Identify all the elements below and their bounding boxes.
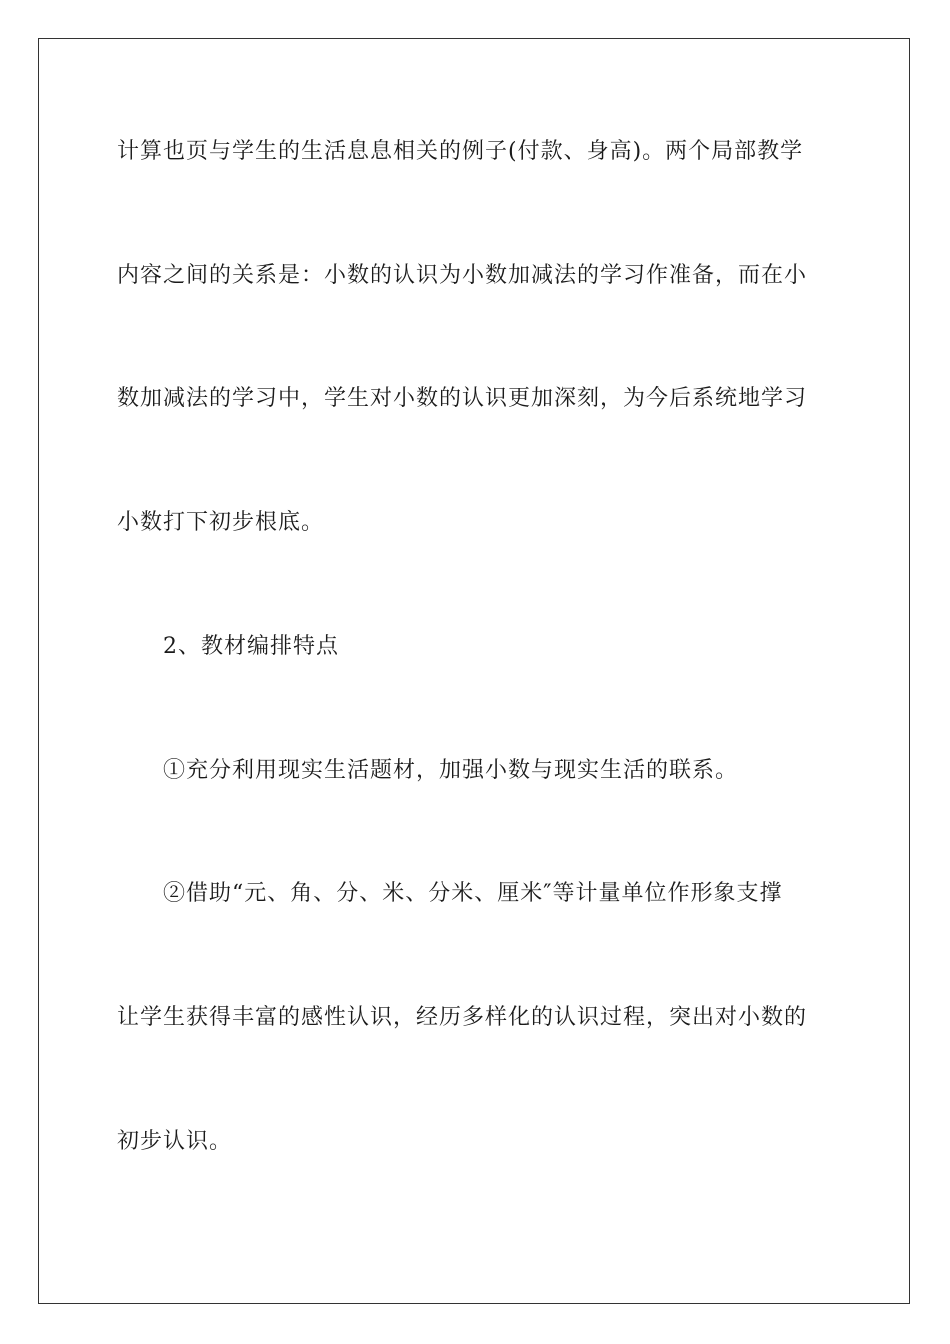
page-border [38,38,910,1304]
section-heading: 2、教材编排特点 [163,634,339,659]
paragraph-line-2: 内容之间的关系是：小数的认识为小数加减法的学习作准备，而在小 [117,263,808,288]
list-item-2-line-1: ②借助“元、角、分、米、分米、厘米″等计量单位作形象支撑 [163,881,783,906]
list-item-1: ①充分利用现实生活题材，加强小数与现实生活的联系。 [163,758,739,783]
paragraph-line-1: 计算也页与学生的生活息息相关的例子(付款、身高)。两个局部教学 [117,139,804,164]
list-item-2-line-3: 初步认识。 [117,1129,233,1154]
paragraph-line-4: 小数打下初步根底。 [117,510,325,535]
list-item-2-line-2: 让学生获得丰富的感性认识，经历多样化的认识过程，突出对小数的 [117,1005,808,1030]
paragraph-line-3: 数加减法的学习中，学生对小数的认识更加深刻，为今后系统地学习 [117,386,808,411]
